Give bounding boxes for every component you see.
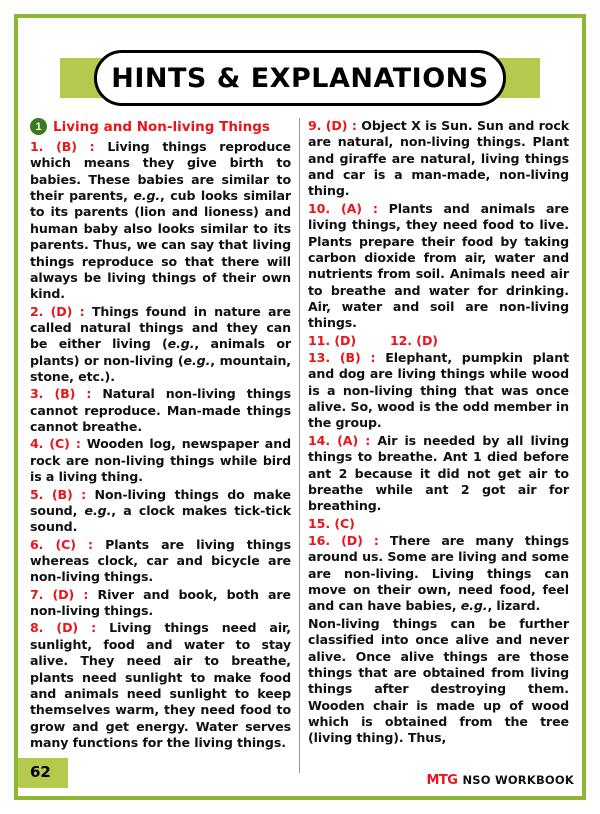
answer-item: 1. (B) : Living things reproduce which means they give birth to babies. These babies are similar to their parents, e.g., cub looks similar to its parents (lion and lioness) and human baby also looks similar to its parents. Thus, we can say that living things reproduce so that there will always be living things of their own kind. [30, 139, 291, 302]
page-border-right [582, 14, 586, 800]
left-answers [30, 139, 291, 751]
page-number: 62 [30, 763, 51, 781]
answer-item: Non-living things can be further classified into once alive and never alive. Once alive things are those things that are obtained from living things after destroying them. Wooden chair is made up of wood which is obtained from the tree (living thing). Thus, [308, 615, 569, 746]
content-columns [30, 118, 570, 773]
footer [426, 773, 574, 788]
section-heading [30, 118, 291, 135]
footer-label: NSO WORKBOOK [462, 773, 574, 787]
column-divider [299, 118, 300, 773]
answer-item: 9. (D) : Object X is Sun. Sun and rock are natural, non-living things. Plant and giraffe are natural, living things and car is a man-made, non-living thing. [308, 118, 569, 199]
answer-item: 5. (B) : Non-living things do make sound, e.g., a clock makes tick-tick sound. [30, 486, 291, 535]
title-capsule [94, 50, 506, 106]
brand-logo: MTG [426, 773, 458, 788]
page-number-block [18, 758, 74, 792]
answer-item: 15. (C) [308, 515, 355, 531]
answer-item: 16. (D) : There are many things around us. Some are living and some are non-living. Living things can move on their own, need food, feel and can have babies, e.g., lizard. [308, 532, 570, 614]
right-column [308, 118, 569, 773]
answer-item: 7. (D) : River and book, both are non-living things. [30, 586, 291, 619]
page-border-top [14, 14, 586, 18]
answer-item: 11. (D) [308, 332, 356, 348]
left-column [30, 118, 291, 773]
answer-item: 3. (B) : Natural non-living things cannot reproduce. Man-made things cannot breathe. [30, 386, 291, 435]
answer-item: 2. (D) : Things found in nature are called natural things and they can be either living (e.g., animals or plants) or non-living (e.g., mountain, stone, etc.). [30, 303, 291, 385]
answer-item: 13. (B) : Elephant, pumpkin plant and dog are living things while wood is a non-living thing that was once alive. So, wood is the odd member in the group. [308, 350, 569, 431]
section-title: Living and Non-living Things [53, 118, 270, 135]
answer-item: 4. (C) : Wooden log, newspaper and rock are non-living things while bird is a living thing. [30, 436, 291, 485]
answer-item: 12. (D) [389, 332, 438, 348]
right-answers [308, 118, 569, 747]
answer-item: 8. (D) : Living things need air, sunlight, food and water to stay alive. They need air to breathe, plants need sunlight to make food and animals need sunlight to keep themselves warm, they need food to grow and get energy. Water serves many functions for the living things. [30, 620, 291, 750]
page-title: HINTS & EXPLANATIONS [111, 62, 489, 94]
answer-item: 14. (A) : Air is needed by all living things to breathe. Ant 1 died before ant 2 because it did not get air to breathe while ant 2 got air for breathing. [308, 432, 569, 514]
answer-pair-row [308, 333, 569, 350]
page-title-banner [60, 50, 540, 106]
answer-item: 10. (A) : Plants and animals are living things, they need food to live. Plants prepare their food by taking carbon dioxide from air, water and nutrients from soil. Animals need air to breathe and water for drinking. Air, water and soil are non-living things. [308, 200, 569, 331]
page-border-left [14, 14, 18, 800]
page-border-bottom [14, 796, 586, 800]
section-number-badge: 1 [30, 118, 47, 135]
answer-item: 6. (C) : Plants are living things whereas clock, car and bicycle are non-living things. [30, 536, 291, 585]
